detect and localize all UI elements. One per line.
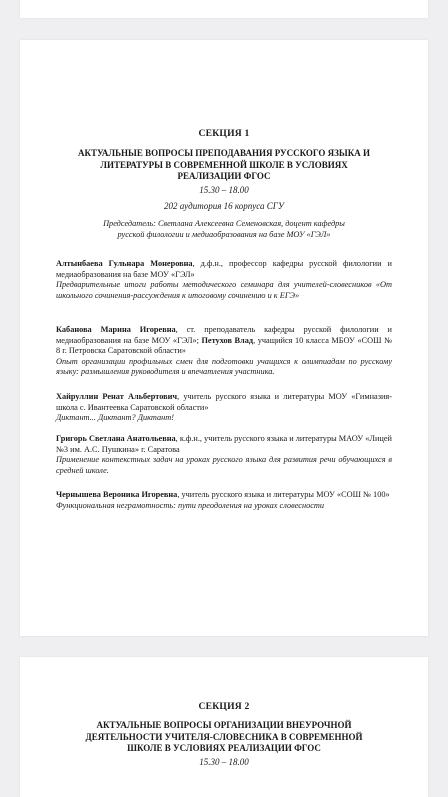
previous-page [20, 0, 428, 18]
section-chair-line-1: Председатель: Светлана Алексеевна Семеновская, доцент кафедры [103, 219, 345, 228]
talk-speaker: Алтынбаева Гульнара Монеровна [56, 259, 193, 268]
talk-item [56, 392, 392, 424]
talk-item [56, 490, 392, 511]
talk-speaker-info: , учитель русского языка и литературы МОУ «СОШ № 100» [177, 490, 390, 499]
talk-speaker: Чернышева Вероника Игоревна [56, 490, 178, 499]
section-chair-line-2: русской филологии и медиаобразования на базе МОУ «ГЭЛ» [117, 230, 331, 239]
talk-speaker-info: , учитель русского языка и литературы МОУ «Гимназия-школа с. Ивантеевка Саратовской области» [56, 392, 392, 412]
talk-item [56, 259, 392, 301]
section-subtitle-line-2: ДЕЯТЕЛЬНОСТИ УЧИТЕЛЯ-СЛОВЕСНИКА В СОВРЕМЕННОЙ [85, 731, 363, 742]
talk-item [56, 434, 392, 476]
talk-speaker-2: Петухов Влад [201, 335, 254, 345]
section-subtitle-line-2: ЛИТЕРАТУРЫ В СОВРЕМЕННОЙ ШКОЛЕ В УСЛОВИЯХ [100, 159, 348, 170]
section-heading: СЕКЦИЯ 2 [198, 701, 250, 712]
section-subtitle-line-3: ШКОЛЕ В УСЛОВИЯХ РЕАЛИЗАЦИИ ФГОС [127, 743, 321, 753]
section-subtitle-line-1: АКТУАЛЬНЫЕ ВОПРОСЫ ПРЕПОДАВАНИЯ РУССКОГО ЯЗЫКА И [77, 148, 371, 158]
talk-speaker-info: , ст. преподаватель кафедры русской филологии и медиаобразования на базе МОУ «ГЭЛ»; [56, 325, 392, 345]
talk-title: Предварительные итоги работы методического семинара для учителей-словесников «От школьного сочинения-рассуждения к итоговому сочинению и к ЕГЭ» [56, 280, 392, 300]
document-page-section-2 [20, 657, 428, 797]
section-heading: СЕКЦИЯ 1 [198, 128, 250, 139]
talk-speaker-2-info: , учащийся 10 класса МБОУ «СОШ № 8 г. Петровска Саратовской области» [56, 335, 392, 356]
talk-speaker-info: , к.ф.н., учитель русского языка и литературы МАОУ «Лицей №3 им. А.С. Пушкина» г. Саратова [56, 434, 392, 454]
talk-speaker: Кабанова Марина Игоревна [56, 325, 176, 334]
talk-speaker: Хайруллин Ренат Альбертович [56, 392, 178, 401]
talk-speaker: Григорь Светлана Анатольевна [56, 434, 176, 443]
talk-title: Функциональная неграмотность: пути преодоления на уроках словесности [56, 500, 325, 510]
talk-title: Опыт организации профильных смен для подготовки учащихся к олимпиадам по русскому языку: размышления руководителя и впечатления участника. [56, 356, 392, 377]
section-time: 15.30 – 18.00 [199, 757, 249, 767]
talk-title: Диктант... Диктант? Диктант! [56, 413, 175, 423]
document-page-section-1 [20, 40, 428, 636]
section-subtitle-line-1: АКТУАЛЬНЫЕ ВОПРОСЫ ОРГАНИЗАЦИИ ВНЕУРОЧНОЙ [96, 720, 352, 730]
section-time: 15.30 – 18.00 [199, 185, 249, 195]
section-room: 202 аудитория 16 корпуса СГУ [164, 201, 284, 211]
talk-speaker-info: , д.ф.н., профессор кафедры русской филологии и медиаобразования на базе МОУ «ГЭЛ» [56, 259, 392, 279]
talk-title: Применение контекстных задач на уроках русского языка для развития речи обучающихся в средней школе. [56, 455, 392, 475]
talk-item [56, 325, 392, 378]
section-subtitle-line-3: РЕАЛИЗАЦИИ ФГОС [177, 171, 271, 181]
